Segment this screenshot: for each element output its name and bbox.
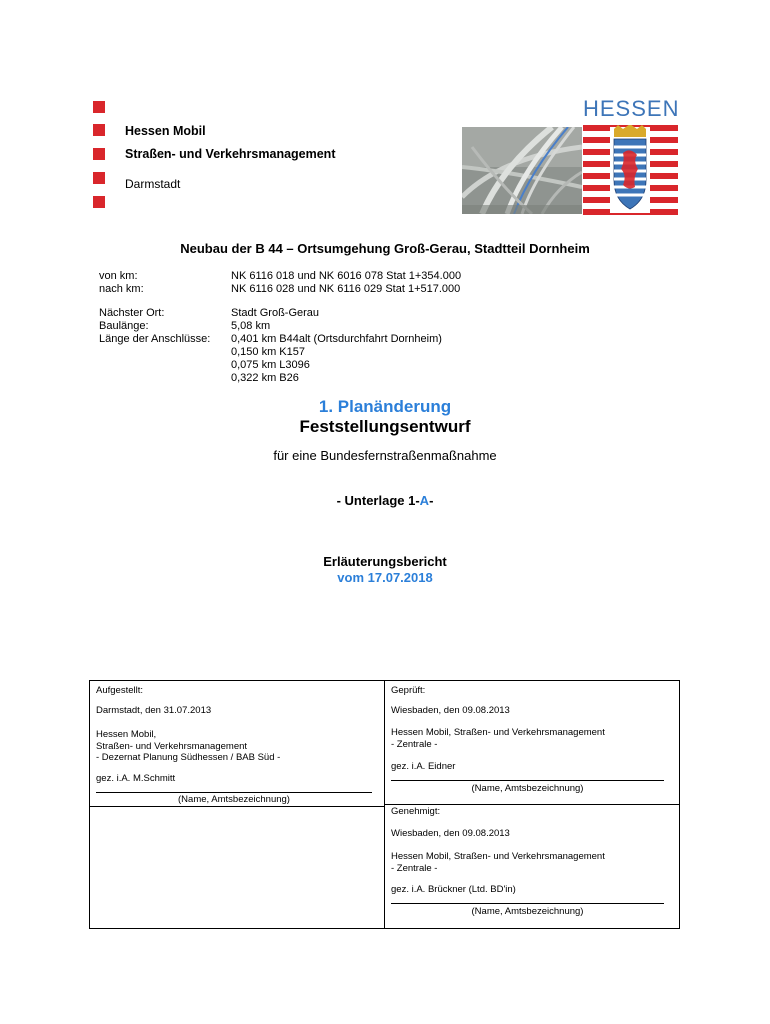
geprueft-org: Hessen Mobil, Straßen- und Verkehrsmanagement - Zentrale - (391, 727, 605, 750)
unterlage-heading (0, 493, 770, 508)
label-naechster-ort: Nächster Ort: (99, 307, 165, 319)
report-title: Erläuterungsbericht (323, 554, 447, 569)
genehmigt-heading: Genehmigt: (391, 806, 441, 817)
aufgestellt-signature-line (96, 792, 372, 793)
aufgestellt-place-date: Darmstadt, den 31.07.2013 (96, 705, 212, 716)
plan-subtitle: für eine Bundesfernstraßenmaßnahme (273, 448, 497, 463)
value-anschluss-k157: 0,150 km K157 (231, 346, 305, 358)
value-baulaenge: 5,08 km (231, 320, 271, 332)
geprueft-place-date: Wiesbaden, den 09.08.2013 (391, 705, 510, 716)
red-square-4 (93, 172, 105, 184)
plan-change-heading: 1. Planänderung (318, 397, 452, 416)
red-square-2 (93, 124, 105, 136)
genehmigt-signed: gez. i.A. Brückner (Ltd. BD'in) (391, 884, 516, 895)
value-anschluss-b44alt: 0,401 km B44alt (Ortsdurchfahrt Dornheim) (231, 333, 442, 345)
aufgestellt-org: Hessen Mobil, Straßen- und Verkehrsmanagement - Dezernat Planung Südhessen / BAB Süd - (96, 729, 281, 763)
genehmigt-org: Hessen Mobil, Straßen- und Verkehrsmanagement - Zentrale - (391, 851, 605, 874)
value-von-km: NK 6116 018 und NK 6016 078 Stat 1+354.000 (231, 270, 462, 282)
value-naechster-ort: Stadt Groß-Gerau (231, 307, 320, 319)
geprueft-heading: Geprüft: (391, 685, 426, 696)
unterlage-prefix: - Unterlage 1- (336, 493, 420, 508)
value-anschluss-l3096: 0,075 km L3096 (231, 359, 310, 371)
plan-title: Feststellungsentwurf (299, 417, 471, 436)
report-date: vom 17.07.2018 (337, 570, 433, 585)
red-square-1 (93, 101, 105, 113)
geprueft-signature-line (391, 780, 664, 781)
form-divider-left (90, 806, 384, 807)
form-divider-right (384, 804, 679, 805)
aufgestellt-caption: (Name, Amtsbezeichnung) (178, 794, 290, 805)
value-anschluss-b26: 0,322 km B26 (231, 372, 299, 384)
geprueft-caption: (Name, Amtsbezeichnung) (471, 783, 584, 794)
genehmigt-signature-line (391, 903, 664, 904)
unterlage-suffix: - (429, 493, 434, 508)
red-square-3 (93, 148, 105, 160)
genehmigt-caption: (Name, Amtsbezeichnung) (471, 906, 584, 917)
unterlage-letter: A (419, 493, 430, 508)
label-von-km: von km: (99, 270, 138, 282)
aufgestellt-heading: Aufgestellt: (96, 685, 143, 696)
red-square-5 (93, 196, 105, 208)
office-name: Darmstadt (125, 177, 181, 191)
value-nach-km: NK 6116 028 und NK 6116 029 Stat 1+517.000 (231, 283, 461, 295)
aufgestellt-signed: gez. i.A. M.Schmitt (96, 773, 176, 784)
project-title: Neubau der B 44 – Ortsumgehung Groß-Gerau, Stadtteil Dornheim (180, 241, 590, 256)
org-subtitle: Straßen- und Verkehrsmanagement (125, 147, 336, 161)
label-nach-km: nach km: (99, 283, 144, 295)
genehmigt-place-date: Wiesbaden, den 09.08.2013 (391, 828, 510, 839)
label-laenge-anschluesse: Länge der Anschlüsse: (99, 333, 211, 345)
highway-aerial-photo (462, 127, 582, 214)
label-baulaenge: Baulänge: (99, 320, 149, 332)
approval-form (89, 680, 680, 929)
hessen-coat-of-arms-icon (583, 125, 678, 215)
hessen-logo-text: HESSEN (583, 96, 680, 121)
org-name: Hessen Mobil (125, 124, 206, 138)
geprueft-signed: gez. i.A. Eidner (391, 761, 456, 772)
